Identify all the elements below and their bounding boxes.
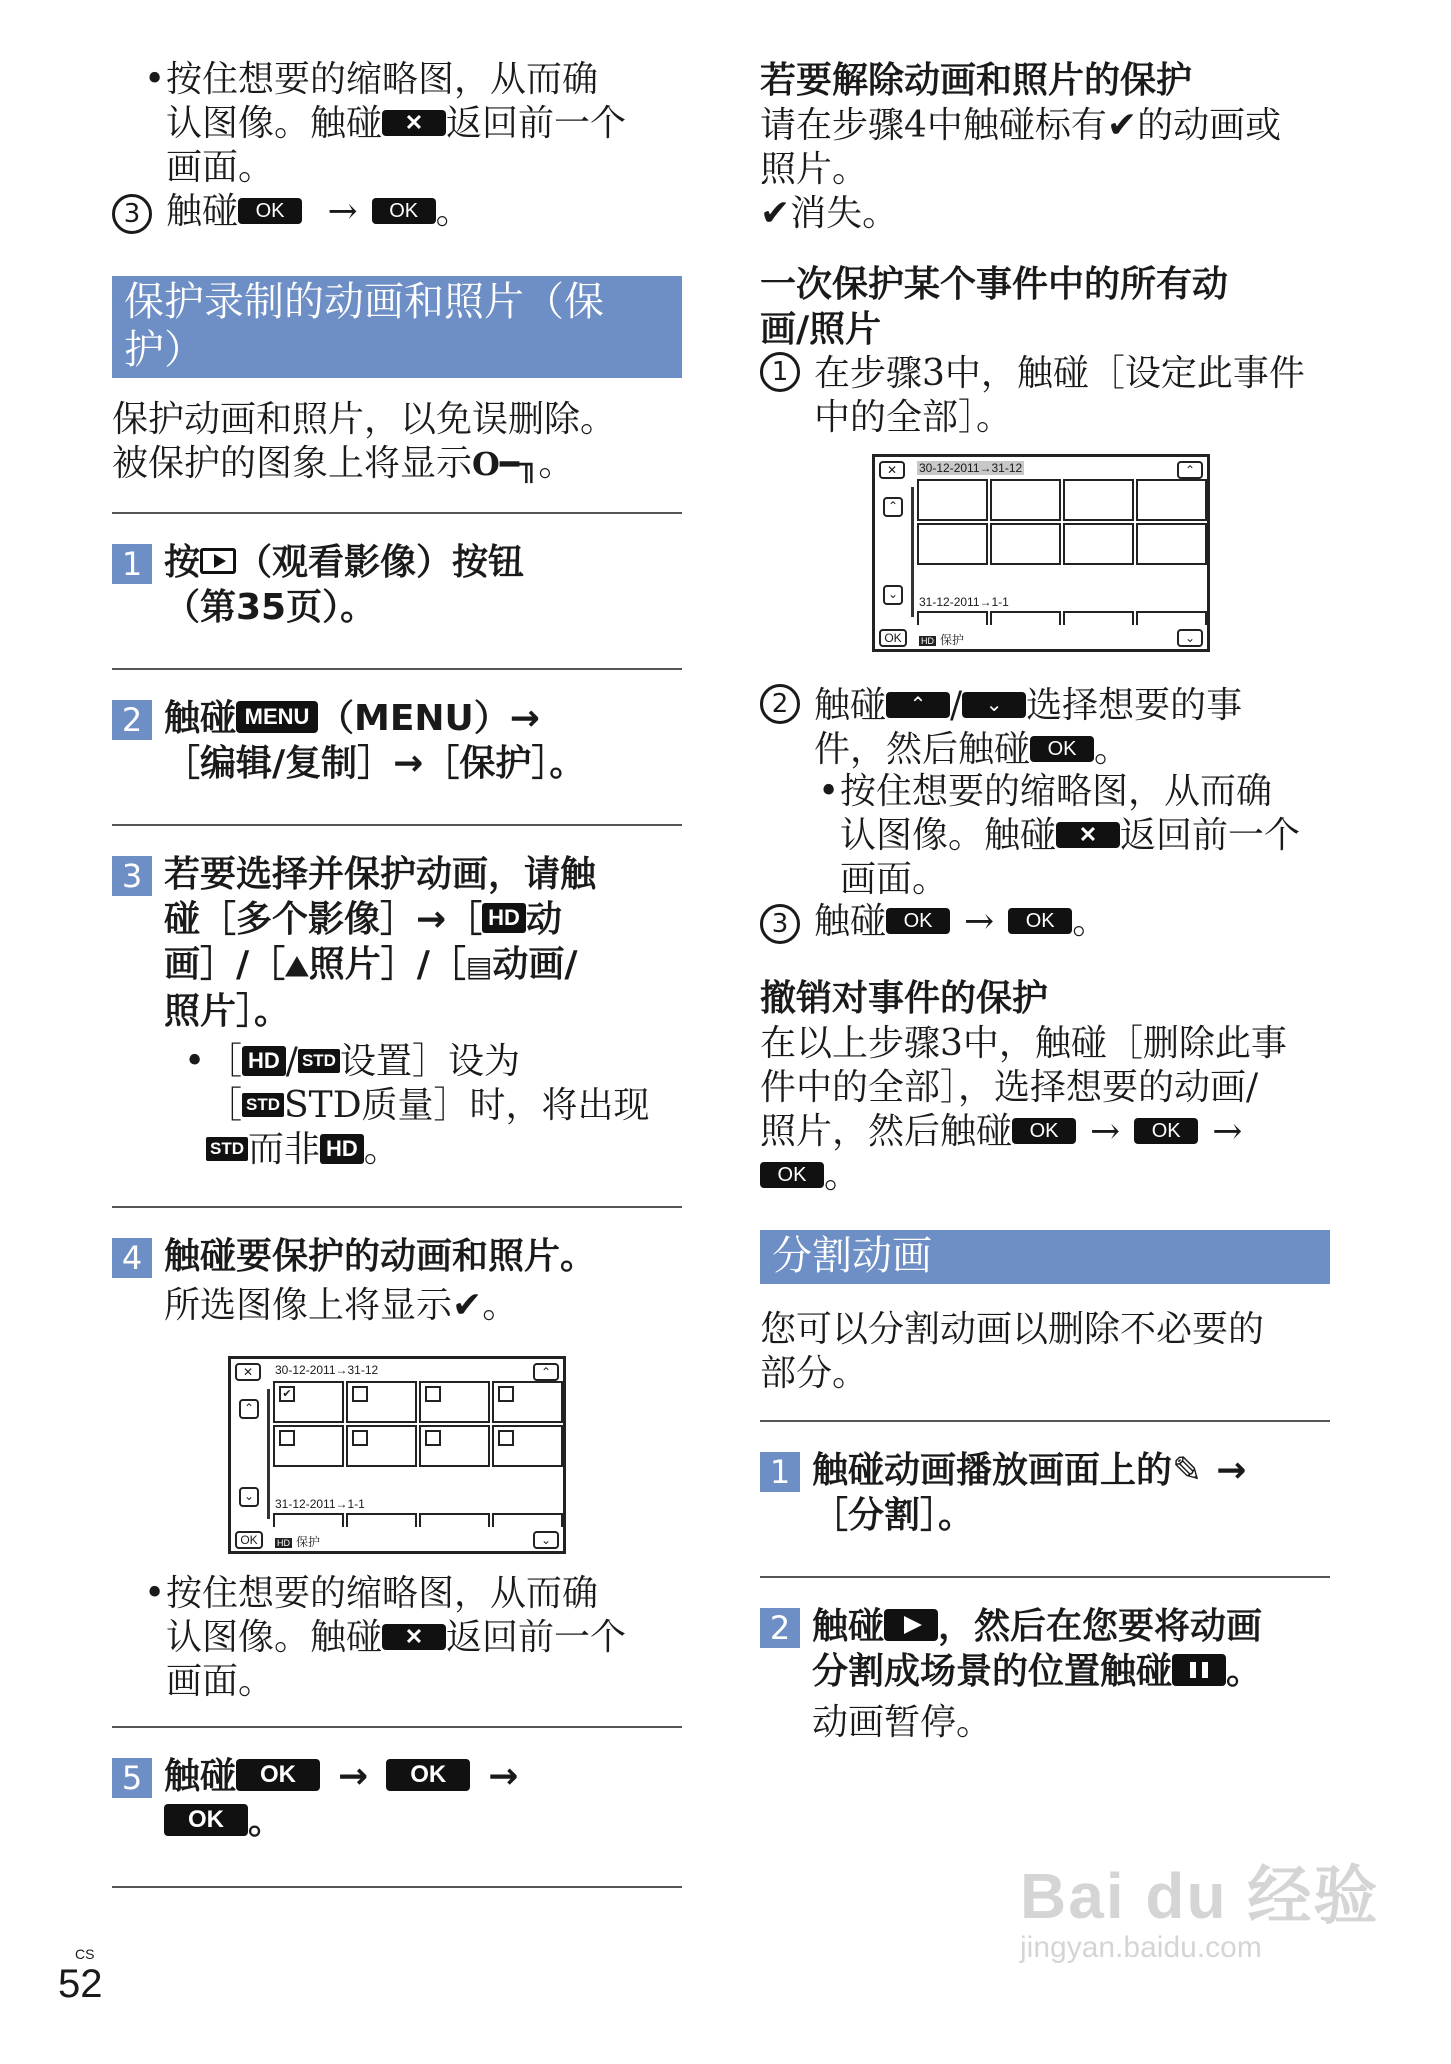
step-number: 2 <box>112 700 152 740</box>
arrow: → <box>338 1756 369 1797</box>
thumbnail[interactable] <box>917 611 988 625</box>
ok-button[interactable]: OK <box>236 1759 320 1791</box>
previous-event-button[interactable]: ⌃ <box>886 692 950 718</box>
watermark-logo-text: Bai du 经验 <box>1020 1860 1380 1932</box>
step-4 <box>112 1234 682 1328</box>
period: 。 <box>1072 901 1109 942</box>
pause-button[interactable] <box>1172 1654 1226 1686</box>
event-step-2-bullet: • 按住想要的缩略图，从而确 认图像。触碰 ✕ 返回前一个 画面。 <box>760 770 1330 902</box>
ok-button[interactable]: OK <box>238 198 302 224</box>
thumbnail[interactable] <box>346 1513 417 1527</box>
ok-button[interactable]: OK <box>760 1162 824 1188</box>
bullet-text: 返回前一个 <box>446 1617 627 1658</box>
checkbox[interactable] <box>425 1430 441 1446</box>
body-text: 请在步骤4中触碰标有 <box>760 105 1107 146</box>
step-text: 触碰 <box>164 1756 237 1797</box>
step-5 <box>112 1754 682 1844</box>
event-step-1 <box>760 352 1330 440</box>
scroll-up-button[interactable]: ⌃ <box>883 497 903 517</box>
body-text: 消失。 <box>790 193 899 234</box>
note-text: ［ <box>206 1085 243 1126</box>
close-button[interactable]: ✕ <box>382 1624 446 1650</box>
hd-quality-icon: HD <box>242 1046 286 1076</box>
divide-intro <box>760 1308 1330 1396</box>
step-subtext: 所选图像上将显示 <box>164 1285 453 1326</box>
double-up-button[interactable]: ⌃ <box>533 1363 559 1381</box>
divide-step-1 <box>760 1448 1330 1538</box>
thumbnail[interactable] <box>990 611 1061 625</box>
divider <box>112 668 682 670</box>
thumbnail-grid <box>273 1513 563 1527</box>
std-quality-icon: STD <box>206 1137 248 1161</box>
period: 。 <box>824 1155 861 1196</box>
body-text: 件中的全部］，选择想要的动画/ <box>760 1067 1259 1108</box>
period: 。 <box>538 443 575 484</box>
ok-button[interactable]: OK <box>164 1804 248 1836</box>
date-range-selected[interactable]: 30-12-2011→31-12 <box>919 461 1023 475</box>
circled-number: 3 <box>760 904 800 944</box>
double-down-button[interactable]: ⌄ <box>1177 629 1203 647</box>
thumbnail[interactable] <box>1136 523 1207 565</box>
intro-text: 您可以分割动画以删除不必要的 <box>760 1309 1265 1350</box>
section-title-line: 护） <box>124 327 204 373</box>
divider <box>112 824 682 826</box>
thumbnail[interactable] <box>917 479 988 521</box>
bullet-text: 按住想要的缩略图，从而确 <box>166 59 599 100</box>
thumbnail[interactable] <box>419 1425 490 1467</box>
step-text: 照片］。 <box>164 990 291 1032</box>
step-text: 动 <box>525 899 562 940</box>
period: 。 <box>1094 729 1131 770</box>
close-button[interactable]: ✕ <box>1056 822 1120 848</box>
step-2 <box>112 696 682 786</box>
hd-quality-icon: HD <box>277 1538 290 1548</box>
divider <box>760 1420 1330 1422</box>
bullet-text: 返回前一个 <box>446 103 627 144</box>
divider <box>760 1576 1330 1578</box>
step-subtext: 动画暂停。 <box>812 1702 993 1743</box>
section-title-protect <box>112 276 682 378</box>
circled-number: 1 <box>760 352 800 392</box>
event-protect-title <box>760 262 1330 352</box>
protect-label: 保护 <box>940 633 965 647</box>
date-range: 31-12-2011→1-1 <box>275 1497 365 1511</box>
body-text: 照片。 <box>760 149 869 190</box>
intro-text: 部分。 <box>760 1353 869 1394</box>
arrow: → <box>1212 1111 1243 1152</box>
divider <box>112 512 682 514</box>
next-event-button[interactable]: ⌄ <box>962 692 1026 718</box>
thumbnail[interactable] <box>419 1381 490 1423</box>
step-text: 触碰要保护的动画和照片。 <box>164 1236 597 1277</box>
arrow: → <box>488 1756 519 1797</box>
step-text: ，然后在您要将动画 <box>938 1606 1263 1647</box>
ok-button[interactable]: OK <box>879 629 907 647</box>
step-3-note: • ［ HD / STD 设置］设为 ［ STD STD质量］时，将出现 STD 而非 HD 。 <box>184 1041 650 1170</box>
thumbnail[interactable] <box>346 1381 417 1423</box>
step-text: 触碰 <box>814 685 887 726</box>
bullet-text: 画面。 <box>166 1661 275 1702</box>
note-text: ［ <box>206 1041 243 1082</box>
step-number: 3 <box>112 856 152 896</box>
hd-quality-icon: HD <box>921 636 934 646</box>
bullet-text: 认图像。触碰 <box>840 815 1057 856</box>
ok-button[interactable]: OK <box>235 1531 263 1549</box>
hd-quality-icon: HD <box>320 1134 364 1164</box>
check-icon: ✔ <box>1106 105 1138 146</box>
divider <box>112 1886 682 1888</box>
thumbnail[interactable] <box>273 1513 344 1527</box>
note-text: 设置］设为 <box>339 1041 520 1082</box>
std-quality-icon: STD <box>298 1049 340 1073</box>
divider <box>112 1206 682 1208</box>
body-text: 的动画或 <box>1137 105 1282 146</box>
thumbnail-grid <box>273 1381 563 1467</box>
section-title-divide: 分割动画 <box>760 1230 1330 1284</box>
scroll-down-button[interactable]: ⌄ <box>883 585 903 605</box>
thumbnail[interactable] <box>1063 611 1134 625</box>
thumbnail[interactable] <box>492 1381 563 1423</box>
thumbnail[interactable] <box>346 1425 417 1467</box>
step-text: 按 <box>164 542 201 583</box>
protect-label: 保护 <box>296 1535 321 1549</box>
checkbox[interactable]: ✔ <box>279 1386 295 1402</box>
step-text: 触碰 <box>166 191 239 232</box>
circled-number: 3 <box>112 194 152 234</box>
check-icon: ✔ <box>760 193 791 234</box>
step-text: / <box>950 685 963 726</box>
intro-text: 保护动画和照片，以免误删除。 <box>112 399 617 440</box>
page-number: 52 <box>58 1962 103 2006</box>
unprotect-title: 若要解除动画和照片的保护 <box>760 60 1193 101</box>
thumbnail-screen-event <box>872 454 1210 652</box>
protect-key-icon: O━╖ <box>472 445 539 483</box>
step-number: 2 <box>760 1608 800 1648</box>
bullet-text: 按住想要的缩略图，从而确 <box>166 1573 599 1614</box>
step-number: 1 <box>112 544 152 584</box>
thumbnail[interactable] <box>492 1425 563 1467</box>
bullet-text: 返回前一个 <box>1120 815 1301 856</box>
thumbnail[interactable] <box>1136 611 1207 625</box>
protect-intro <box>112 398 682 488</box>
step-text: 中的全部］。 <box>814 397 1013 438</box>
bullet-text: 认图像。触碰 <box>166 1617 383 1658</box>
step-text: 件，然后触碰 <box>814 729 1031 770</box>
top-step-3 <box>112 190 472 234</box>
step-text: 画］/［ <box>164 944 286 985</box>
bottom-label <box>919 631 964 648</box>
checkbox[interactable] <box>352 1386 368 1402</box>
step-text: 选择想要的事 <box>1026 685 1243 726</box>
movie-photo-icon: ▤ <box>465 949 493 983</box>
double-up-button[interactable]: ⌃ <box>1177 461 1203 479</box>
section-title-line: 保护录制的动画和照片（保 <box>124 279 604 325</box>
thumbnail[interactable] <box>917 523 988 565</box>
event-step-3 <box>760 900 1108 944</box>
circled-number: 2 <box>760 684 800 724</box>
step-text: 触碰 <box>812 1606 885 1647</box>
step-text: 触碰 <box>814 901 887 942</box>
step-text: （观看影像）按钮 <box>236 542 525 583</box>
step-1 <box>112 540 682 630</box>
step-text: 触碰 <box>164 698 237 739</box>
ok-button[interactable]: OK <box>372 198 436 224</box>
ok-button[interactable]: OK <box>886 908 950 934</box>
step-text: （第35页）。 <box>164 587 377 628</box>
play-button[interactable] <box>884 1609 938 1641</box>
double-down-button[interactable]: ⌄ <box>533 1531 559 1549</box>
date-range: 30-12-2011→31-12 <box>275 1363 379 1377</box>
scrollbar[interactable] <box>267 1389 270 1519</box>
date-range: 31-12-2011→1-1 <box>919 595 1009 609</box>
language-code: CS <box>75 1946 95 1962</box>
thumbnail[interactable] <box>1136 479 1207 521</box>
ok-button[interactable]: OK <box>386 1759 470 1791</box>
step-4-bullet: • 按住想要的缩略图，从而确 认图像。触碰 ✕ 返回前一个 画面。 <box>144 1573 627 1702</box>
check-icon: ✔ <box>452 1285 483 1326</box>
bottom-label <box>275 1533 320 1550</box>
scroll-up-button[interactable]: ⌃ <box>239 1399 259 1419</box>
divide-step-2 <box>760 1604 1330 1745</box>
thumbnail-screen-protect <box>228 1356 566 1554</box>
bullet-text: 按住想要的缩略图，从而确 <box>840 771 1273 812</box>
bullet-text: 画面。 <box>166 147 275 188</box>
thumbnail[interactable] <box>990 479 1061 521</box>
cancel-title: 撤销对事件的保护 <box>760 978 1049 1019</box>
step-number: 4 <box>112 1238 152 1278</box>
divider <box>112 1726 682 1728</box>
thumbnail[interactable] <box>990 523 1061 565</box>
thumbnail-grid <box>917 611 1207 625</box>
step-text: 碰［多个影像］→［ <box>164 899 483 940</box>
intro-text: 被保护的图象上将显示 <box>112 443 473 484</box>
checkbox[interactable] <box>498 1386 514 1402</box>
step-text: 在步骤3中，触碰［设定此事件 <box>814 353 1305 394</box>
edit-icon[interactable]: ✎ <box>1172 1450 1203 1491</box>
event-step-2 <box>760 684 1330 772</box>
checkbox[interactable] <box>425 1386 441 1402</box>
step-text: （MENU）→ <box>318 698 540 739</box>
step-text: 分割成场景的位置触碰 <box>812 1651 1173 1692</box>
title-line: 画/照片 <box>760 309 882 350</box>
step-number: 5 <box>112 1758 152 1798</box>
arrow: → <box>1216 1450 1247 1491</box>
top-bullet: • 按住想要的缩略图，从而确 认图像。触碰 ✕ 返回前一个 画面。 <box>144 59 627 188</box>
title-line: 一次保护某个事件中的所有动 <box>760 264 1229 305</box>
checkbox[interactable] <box>352 1430 368 1446</box>
note-text: STD质量］时，将出现 <box>284 1085 650 1126</box>
arrow: → <box>1090 1111 1121 1152</box>
checkbox[interactable] <box>498 1430 514 1446</box>
body-text: 在以上步骤3中，触碰［删除此事 <box>760 1023 1287 1064</box>
checkbox[interactable] <box>279 1430 295 1446</box>
hd-quality-icon: HD <box>482 903 526 933</box>
period: 。 <box>1226 1651 1263 1692</box>
close-button[interactable]: ✕ <box>879 461 905 479</box>
ok-button[interactable]: OK <box>1134 1118 1198 1144</box>
thumbnail[interactable] <box>492 1513 563 1527</box>
thumbnail[interactable] <box>273 1381 344 1423</box>
thumbnail[interactable] <box>273 1425 344 1467</box>
photo-icon: ⛰ <box>285 949 309 983</box>
std-quality-icon: STD <box>242 1093 284 1117</box>
thumbnail[interactable] <box>419 1513 490 1527</box>
body-text: 照片，然后触碰 <box>760 1111 1013 1152</box>
unprotect-body <box>760 104 1330 236</box>
step-text: 照片］/［ <box>308 944 466 985</box>
scrollbar[interactable] <box>911 487 914 617</box>
ok-button[interactable]: OK <box>1030 736 1094 762</box>
note-text: 而非 <box>248 1129 321 1170</box>
ok-button[interactable]: OK <box>1008 908 1072 934</box>
step-text: ［分割］。 <box>812 1495 975 1536</box>
step-number: 1 <box>760 1452 800 1492</box>
step-3 <box>112 852 682 1034</box>
watermark-url: jingyan.baidu.com <box>1020 1931 1262 1964</box>
arrow: → <box>964 901 995 942</box>
thumbnail-grid <box>917 479 1207 565</box>
step-text: ［编辑/复制］→［保护］。 <box>164 743 586 784</box>
thumbnail[interactable] <box>1063 479 1134 521</box>
step-text: 动画/ <box>492 944 578 985</box>
arrow: → <box>327 191 358 232</box>
bullet-text: 认图像。触碰 <box>166 103 383 144</box>
ok-button[interactable]: OK <box>1012 1118 1076 1144</box>
bullet-text: 画面。 <box>840 859 949 900</box>
period: 。 <box>248 1801 285 1842</box>
baidu-watermark <box>1020 1845 1379 1965</box>
period: 。 <box>482 1285 519 1326</box>
thumbnail[interactable] <box>1063 523 1134 565</box>
step-text: 触碰动画播放画面上的 <box>812 1450 1173 1491</box>
close-button[interactable]: ✕ <box>382 110 446 136</box>
step-text: 若要选择并保护动画，请触 <box>164 854 597 895</box>
period: 。 <box>435 191 472 232</box>
scroll-down-button[interactable]: ⌄ <box>239 1487 259 1507</box>
cancel-body <box>760 1022 1330 1198</box>
view-images-button-icon <box>200 548 236 574</box>
menu-button[interactable]: MENU <box>236 701 318 733</box>
close-button[interactable]: ✕ <box>235 1363 261 1381</box>
period: 。 <box>363 1129 400 1170</box>
